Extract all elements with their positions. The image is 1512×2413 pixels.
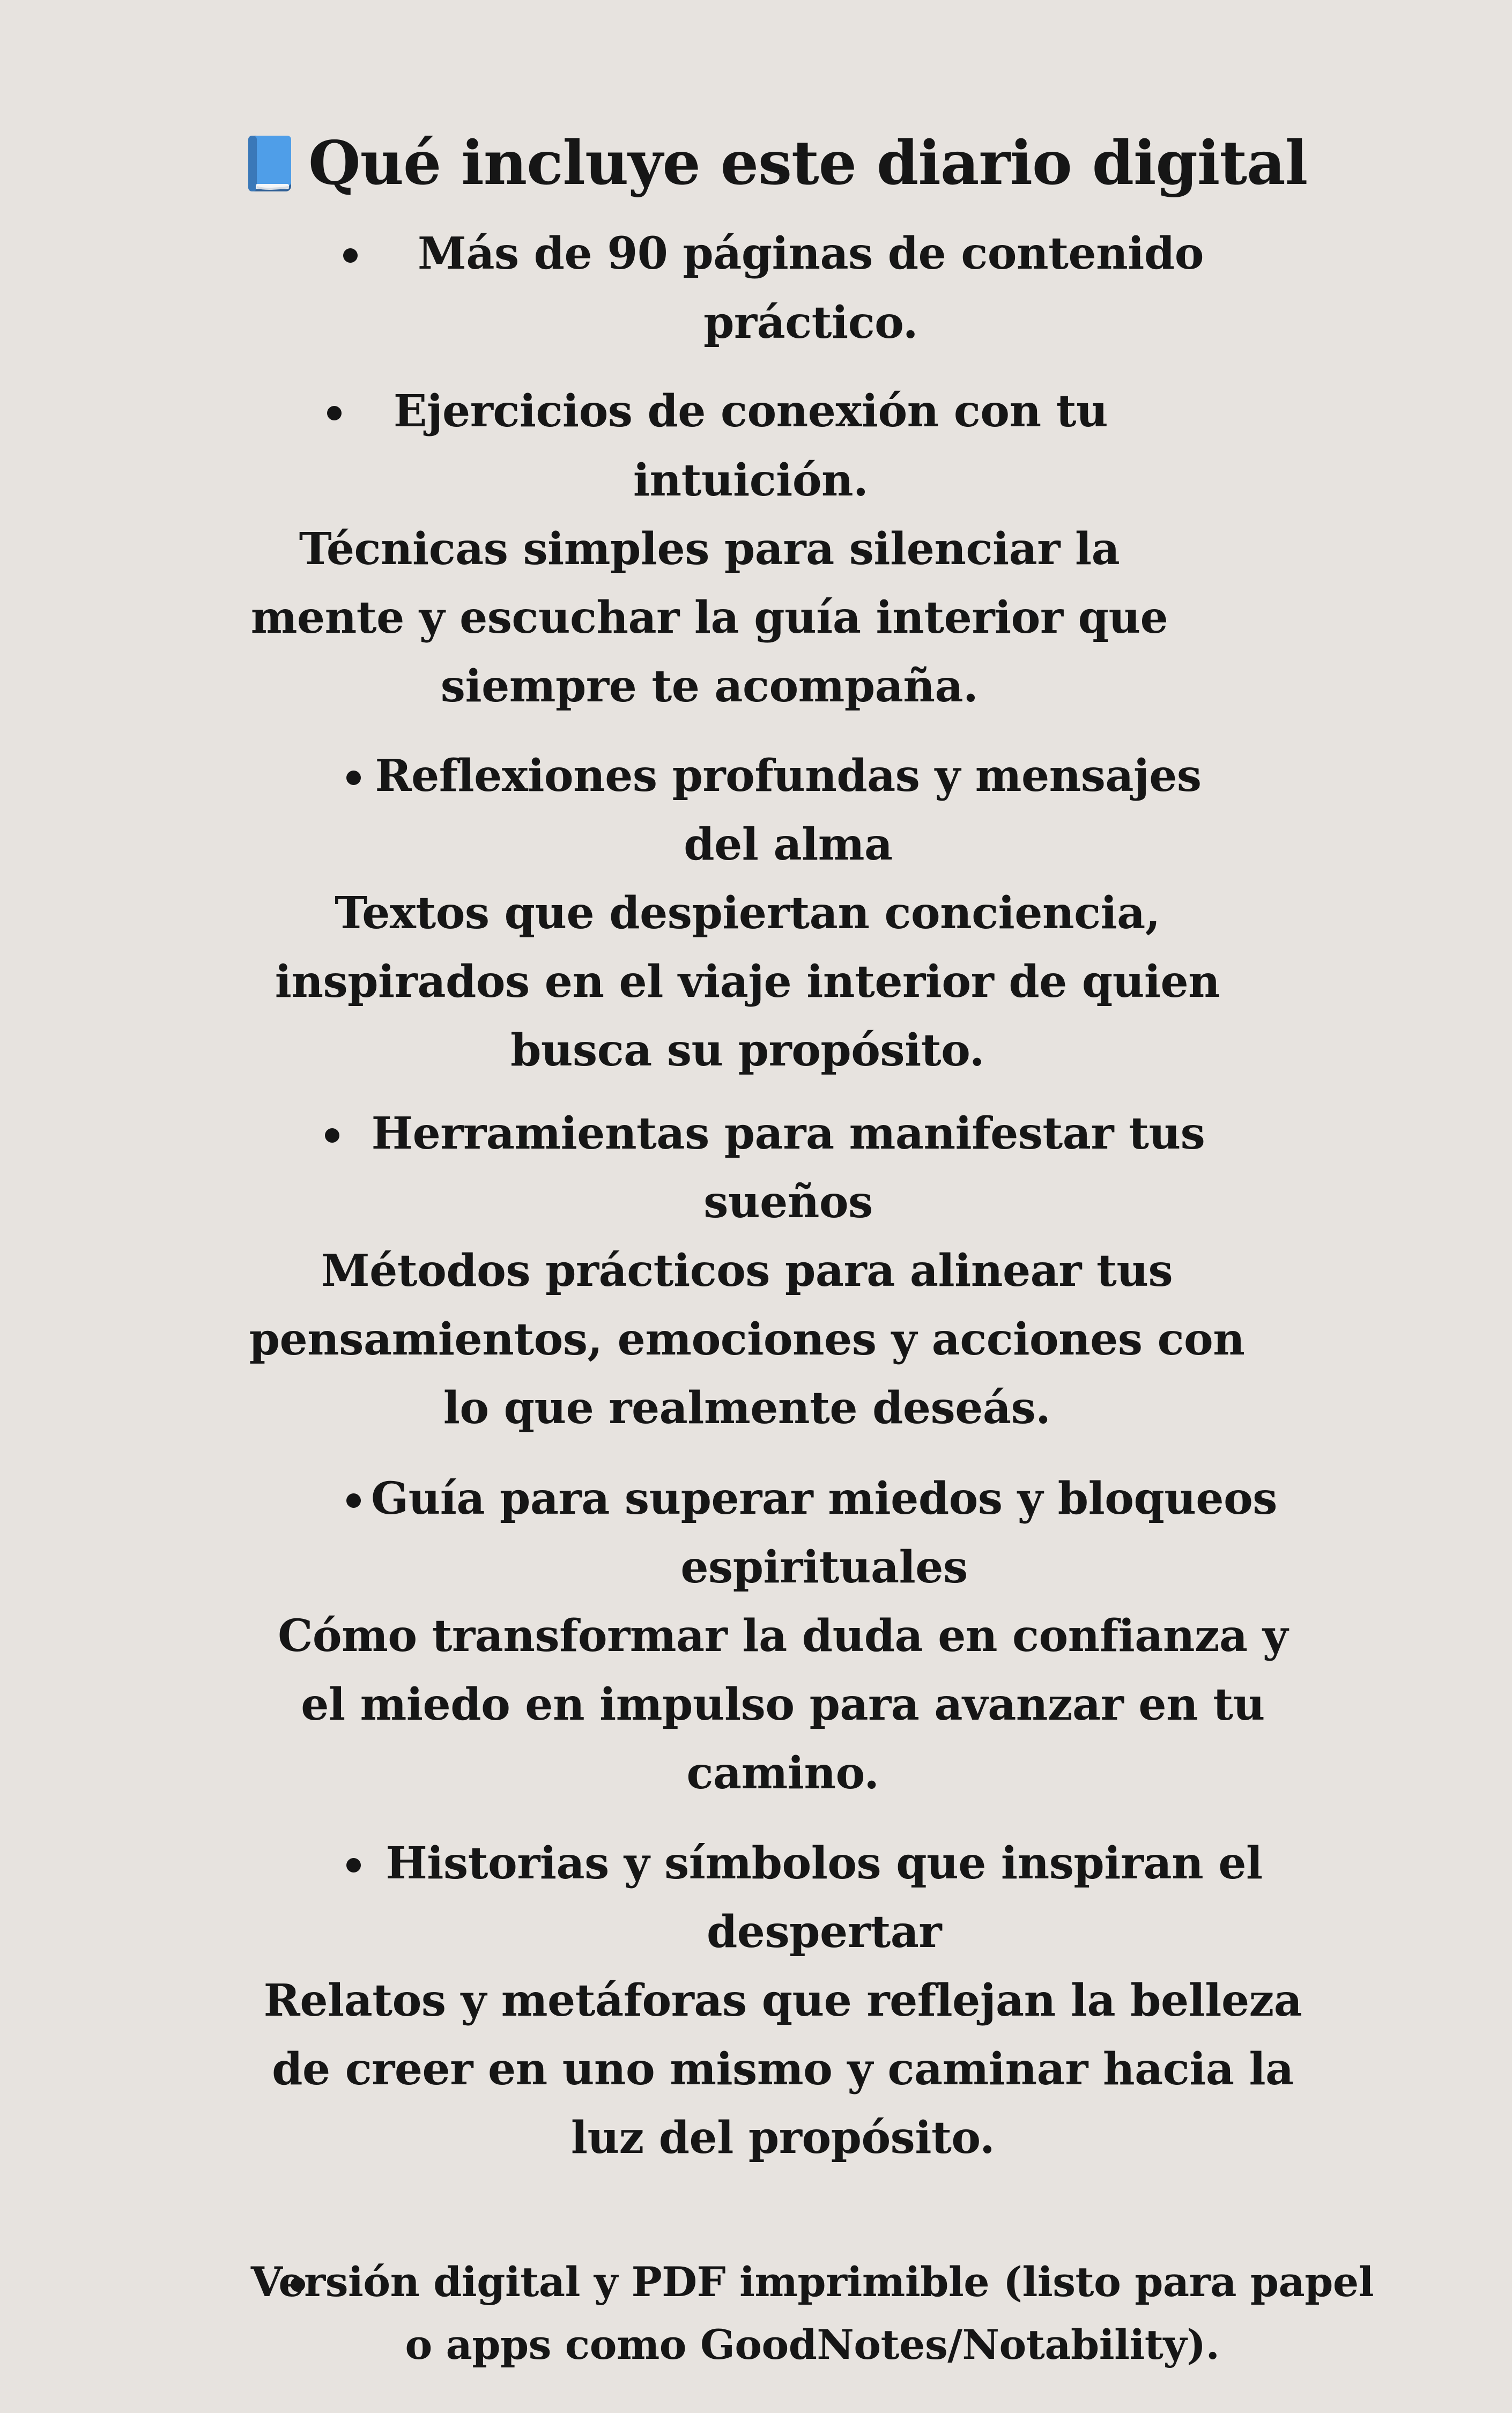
- item-2-description-line-2: mente y escuchar la guía interior que: [250, 592, 1168, 643]
- bullet-item-1: [343, 248, 358, 263]
- item-7-line-1: Versión digital y PDF imprimible (listo para papel: [250, 2258, 1374, 2306]
- item-6-description-line-2: de creer en uno mismo y caminar hacia la: [272, 2044, 1294, 2095]
- item-3-description-line-3: busca su propósito.: [510, 1025, 984, 1076]
- item-3-description-line-1: Textos que despiertan conciencia,: [335, 887, 1160, 939]
- item-1-heading-line-1: Más de 90 páginas de contenido: [418, 228, 1204, 279]
- item-5-description-line-3: camino.: [686, 1748, 879, 1799]
- item-5-heading-line-2: espirituales: [680, 1542, 968, 1593]
- item-2-description-line-1: Técnicas simples para silenciar la: [299, 523, 1120, 575]
- item-2-heading-line-1: Ejercicios de conexión con tu: [393, 386, 1108, 437]
- bullet-item-4: [325, 1128, 339, 1143]
- item-6-description-line-3: luz del propósito.: [570, 2112, 995, 2164]
- page-title: [244, 123, 1307, 204]
- item-6-heading-line-2: despertar: [706, 1906, 942, 1958]
- item-7-line-2: o apps como GoodNotes/Notability).: [405, 2321, 1220, 2368]
- blue-book-icon: [244, 131, 295, 196]
- item-2-description-line-3: siempre te acompaña.: [440, 661, 979, 712]
- bullet-item-3: [346, 771, 361, 785]
- item-3-description-line-2: inspirados en el viaje interior de quien: [275, 956, 1220, 1008]
- item-1-heading-line-2: práctico.: [703, 297, 918, 349]
- item-4-heading-line-1: Herramientas para manifestar tus: [371, 1108, 1205, 1159]
- item-4-description-line-3: lo que realmente deseás.: [443, 1382, 1051, 1434]
- item-3-heading-line-1: Reflexiones profundas y mensajes: [375, 750, 1202, 802]
- item-4-description-line-1: Métodos prácticos para alinear tus: [321, 1245, 1173, 1297]
- bullet-item-2: [327, 406, 342, 420]
- item-2-heading-line-2: intuición.: [633, 455, 869, 506]
- item-5-description-line-1: Cómo transformar la duda en confianza y: [278, 1610, 1288, 1662]
- item-4-heading-line-2: sueños: [703, 1176, 873, 1228]
- item-4-description-line-2: pensamientos, emociones y acciones con: [249, 1314, 1245, 1365]
- item-5-heading-line-1: Guía para superar miedos y bloqueos: [371, 1473, 1277, 1524]
- bullet-item-5: [346, 1493, 361, 1508]
- item-6-description-line-1: Relatos y metáforas que reflejan la belleza: [263, 1975, 1302, 2026]
- page-title-text: Qué incluye este diario digital: [308, 128, 1308, 199]
- item-3-heading-line-2: del alma: [684, 819, 893, 870]
- item-6-heading-line-1: Historias y símbolos que inspiran el: [386, 1838, 1263, 1889]
- bullet-item-6: [346, 1858, 361, 1872]
- item-5-description-line-2: el miedo en impulso para avanzar en tu: [301, 1679, 1265, 1730]
